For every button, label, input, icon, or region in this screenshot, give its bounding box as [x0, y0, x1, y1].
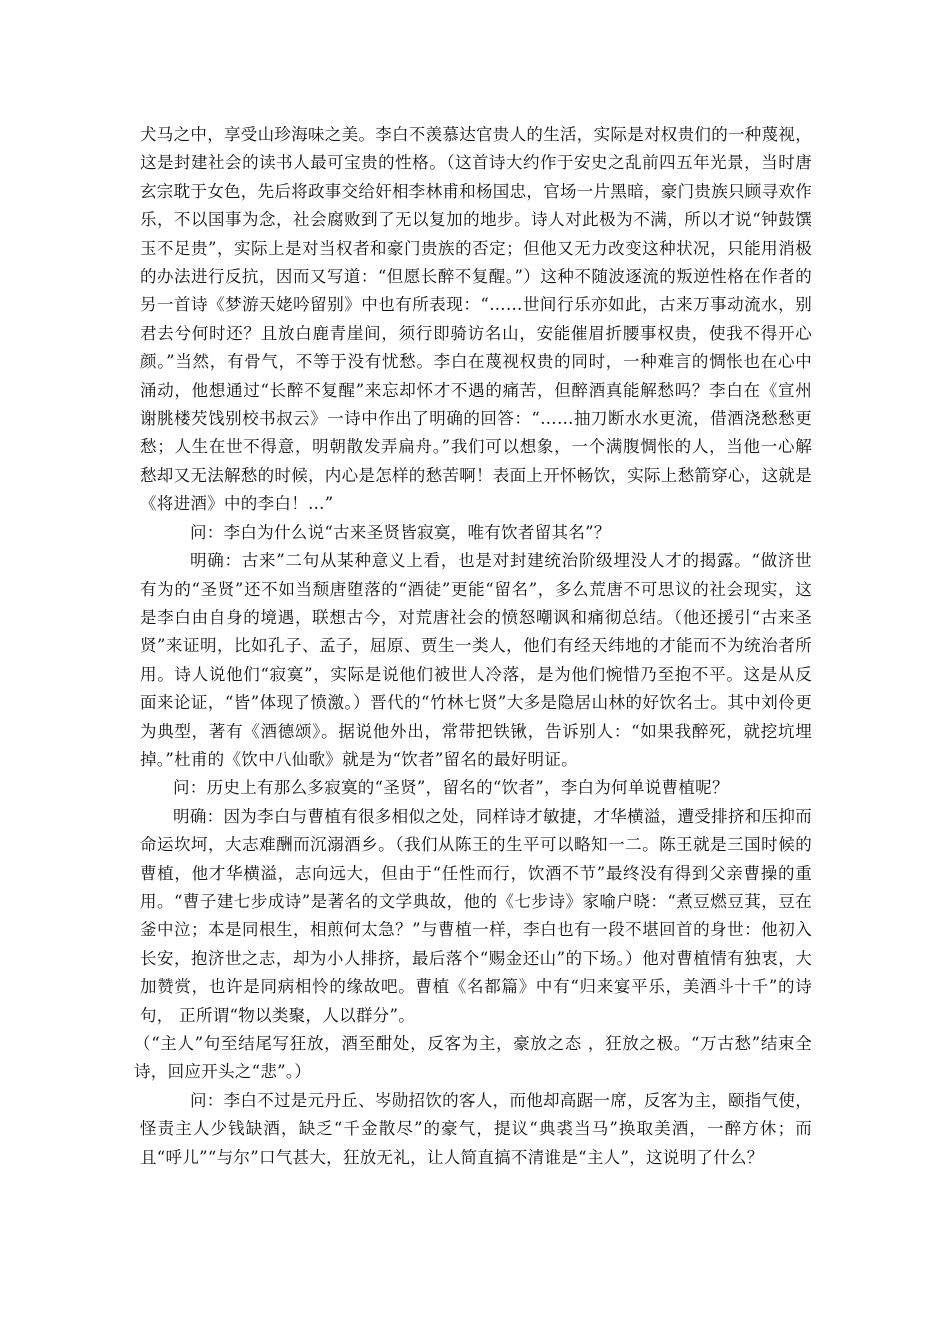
document-body — [134, 121, 812, 1172]
answer-cao-zhi: 明确：因为李白与曹植有很多相似之处，同样诗才敏捷，才华横溢，遭受排挤和压抑而命运坎坷，大志难酬而沉溺酒乡。（我们从陈王的生平可以略知一二。陈王就是三国时候的曹植，他才华横溢，志向远大，但由于“任性而行，饮酒不节”最终没有得到父亲曹操的重用。“曹子建七步成诗”是著名的文学典故，他的《七步诗》家喻户晓：“煮豆燃豆萁，豆在釜中泣；本是同根生，相煎何太急？”与曹植一样，李白也有一段不堪回首的身世：他初入长安，抱济世之志，却为小人排挤，最后落个“赐金还山”的下场。）他对曹植情有独衷，大加赞赏，也许是同病相怜的缘故吧。曹植《名都篇》中有“归来宴平乐，美酒斗十千”的诗句， 正所谓“物以类聚，人以群分”。 — [140, 806, 812, 1025]
question-guest-as-host: 问：李白不过是元丹丘、岑勋招饮的客人，而他却高踞一席，反客为主，颐指气使，怪责主人少钱缺酒，缺乏“千金散尽”的豪气，提议“典裘当马”换取美酒，一醉方休；而且“呼儿”“与尔”口气甚大，狂放无礼，让人简直搞不清谁是“主人”，这说明了什么？ — [140, 1090, 812, 1167]
note-host-to-end: （“主人”句至结尾写狂放，酒至酣处，反客为主，豪放之态 ，狂放之极。“万古愁”结束全诗，回应开头之“悲”。） — [134, 1034, 812, 1082]
question-cao-zhi: 问：历史上有那么多寂寞的“圣贤”，留名的“饮者”，李白为何单说曹植呢？ — [173, 778, 729, 798]
paragraph-libai-attitude: 犬马之中，享受山珍海味之美。李白不羡慕达官贵人的生活，实际是对权贵们的一种蔑视，这是封建社会的读书人最可宝贵的性格。（这首诗大约作于安史之乱前四五年光景，当时唐玄宗耽于女色，先后将政事交给奸相李林甫和杨国忠，官场一片黑暗，豪门贵族只顾寻欢作乐，不以国事为念，社会腐败到了无以复加的地步。诗人对此极为不满，所以才说“钟鼓馔玉不足贵”，实际上是对当权者和豪门贵族的否定；但他又无力改变这种状况，只能用消极的办法进行反抗，因而又写道：“但愿长醉不复醒。”）这种不随波逐流的叛逆性格在作者的另一首诗《梦游天姥吟留别》中也有所表现：“……世间行乐亦如此，古来万事动流水，别君去兮何时还？且放白鹿青崖间，须行即骑访名山，安能催眉折腰事权贵，使我不得开心颜。”当然，有骨气，不等于没有忧愁。李白在蔑视权贵的同时，一种难言的惆怅也在心中涌动，他想通过“长醉不复醒”来忘却怀才不遇的痛苦，但醉酒真能解愁吗？李白在《宣州谢朓楼芡饯别校书叔云》一诗中作出了明确的回答：“……抽刀断水水更流，借酒浇愁愁更愁；人生在世不得意，明朝散发弄扁舟。”我们可以想象，一个满腹惆怅的人，当他一心解愁却又无法解愁的时候，内心是怎样的愁苦啊！表面上开怀畅饮，实际上愁箭穿心，这就是《将进酒》中的李白！…” — [140, 125, 812, 514]
answer-sages-drinkers: 明确：古来”二句从某种意义上看，也是对封建统治阶级埋没人才的揭露。“做济世有为的“圣贤”还不如当颓唐堕落的“酒徒”更能“留名”，多么荒唐不可思议的社会现实，这是李白由自身的境遇，联想古今，对荒唐社会的愤怒嘲讽和痛彻总结。（他还援引“古来圣贤”来证明，比如孔子、孟子，屈原、贾生一类人，他们有经天纬地的才能而不为统治者所用。诗人说他们“寂寞”，实际是说他们被世人冷落，是为他们惋惜乃至抱不平。这是从反面来论证，“皆”体现了愤激。）晋代的“竹林七贤”大多是隐居山林的好饮名士。其中刘伶更为典型，著有《酒德颂》。据说他外出，常带把铁锹，告诉别人：“如果我醉死，就挖坑埋掉。”杜甫的《饮中八仙歌》就是为“饮者”留名的最好明证。 — [140, 551, 812, 769]
question-sages-drinkers: 问：李白为什么说“古来圣贤皆寂寞，唯有饮者留其名”？ — [190, 522, 611, 542]
